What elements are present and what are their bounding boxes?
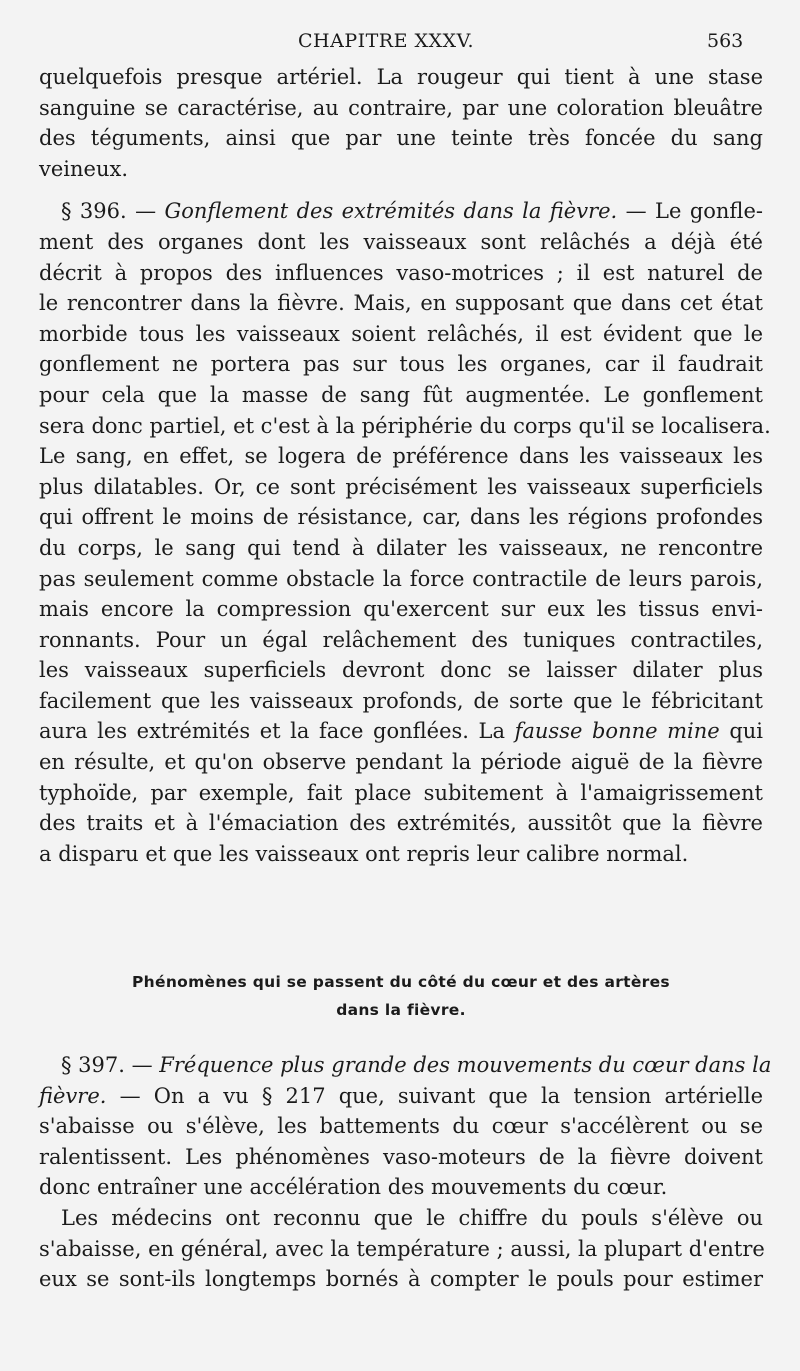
text-line: Les médecins ont reconnu que le chiffre du pouls s'élève ou (61, 1205, 763, 1230)
lower-body-text (39, 1050, 772, 1295)
text-line: ralentissent. Les phénomènes vaso-moteurs de la fièvre doivent (39, 1144, 763, 1169)
text-line: pas seulement comme obstacle la force contractile de leurs parois, (39, 566, 763, 591)
text-fragment: aura les extrémités et la face gonflées. La (39, 719, 506, 744)
emphasis-text: fausse bonne mine (514, 719, 720, 744)
text-line: s'abaisse, en général, avec la température ; aussi, la plupart d'entre (39, 1236, 765, 1261)
text-line: décrit à propos des influences vaso-motrices ; il est naturel de (39, 260, 763, 285)
text-line: le rencontrer dans la fièvre. Mais, en supposant que dans cet état (39, 291, 763, 316)
text-line: pour cela que la masse de sang fût augmentée. Le gonflement (39, 382, 763, 407)
section-397-title-line (39, 1050, 772, 1081)
text-line: typhoïde, par exemple, fait place subitement à l'amaigrissement (39, 780, 763, 805)
section-397-second-line (39, 1081, 763, 1112)
section-heading (39, 968, 763, 1024)
text-line: veineux. (39, 156, 129, 181)
section-number: § 396. — (61, 199, 157, 224)
text-line: s'abaisse ou s'élève, les battements du cœur s'accélèrent ou se (39, 1114, 763, 1139)
running-header (0, 30, 800, 60)
text-line: mais encore la compression qu'exercent sur eux les tissus envi- (39, 597, 763, 622)
text-line: les vaisseaux superficiels devront donc se laisser dilater plus (39, 658, 763, 683)
text-line-with-emphasis (39, 716, 763, 747)
text-line: morbide tous les vaisseaux soient relâchés, il est évident que le (39, 321, 763, 346)
text-fragment: qui (729, 719, 763, 744)
section-heading-line: Phénomènes qui se passent du côté du cœur et des artères (132, 973, 670, 991)
text-line: gonflement ne portera pas sur tous les organes, car il faudrait (39, 352, 763, 377)
chapter-title: CHAPITRE XXXV. (298, 30, 475, 52)
upper-body-text (39, 62, 771, 869)
text-line: des téguments, ainsi que par une teinte très foncée du sang (39, 126, 763, 151)
text-line: du corps, le sang qui tend à dilater les vaisseaux, ne rencontre (39, 535, 763, 560)
section-396-title-line (39, 196, 763, 227)
section-title: Fréquence plus grande des mouvements du cœur dans la (159, 1053, 772, 1077)
section-title: Gonflement des extrémités dans la fièvre. (164, 199, 618, 224)
section-number: § 397. — (61, 1053, 153, 1077)
text-line: eux se sont-ils longtemps bornés à compter le pouls pour estimer (39, 1267, 763, 1292)
text-line: sera donc partiel, et c'est à la périphérie du corps qu'il se localisera. (39, 413, 771, 438)
text-line: en résulte, et qu'on observe pendant la période aiguë de la fièvre (39, 750, 763, 775)
text-line: sanguine se caractérise, au contraire, par une coloration bleuâtre (39, 95, 763, 120)
text-line: a disparu et que les vaisseaux ont repris leur calibre normal. (39, 841, 689, 866)
text-fragment: — Le gonfle- (625, 199, 763, 224)
text-line: ment des organes dont les vaisseaux sont relâchés a déjà été (39, 229, 763, 254)
text-line: donc entraîner une accélération des mouvements du cœur. (39, 1175, 668, 1200)
page-number: 563 (707, 30, 744, 52)
section-title: fièvre. (39, 1083, 107, 1108)
text-line: qui offrent le moins de résistance, car, dans les régions profondes (39, 505, 763, 530)
text-line: ronnants. Pour un égal relâchement des tuniques contractiles, (39, 627, 763, 652)
text-fragment: — On a vu § 217 que, suivant que la tension artérielle (119, 1083, 764, 1108)
section-heading-line: dans la fièvre. (336, 1001, 466, 1019)
text-line: des traits et à l'émaciation des extrémités, aussitôt que la fièvre (39, 811, 763, 836)
text-line: quelquefois presque artériel. La rougeur qui tient à une stase (39, 65, 763, 89)
text-line: plus dilatables. Or, ce sont précisément les vaisseaux superficiels (39, 474, 763, 499)
text-line: facilement que les vaisseaux profonds, de sorte que le fébricitant (39, 688, 763, 713)
text-line: Le sang, en effet, se logera de préférence dans les vaisseaux les (39, 444, 763, 469)
